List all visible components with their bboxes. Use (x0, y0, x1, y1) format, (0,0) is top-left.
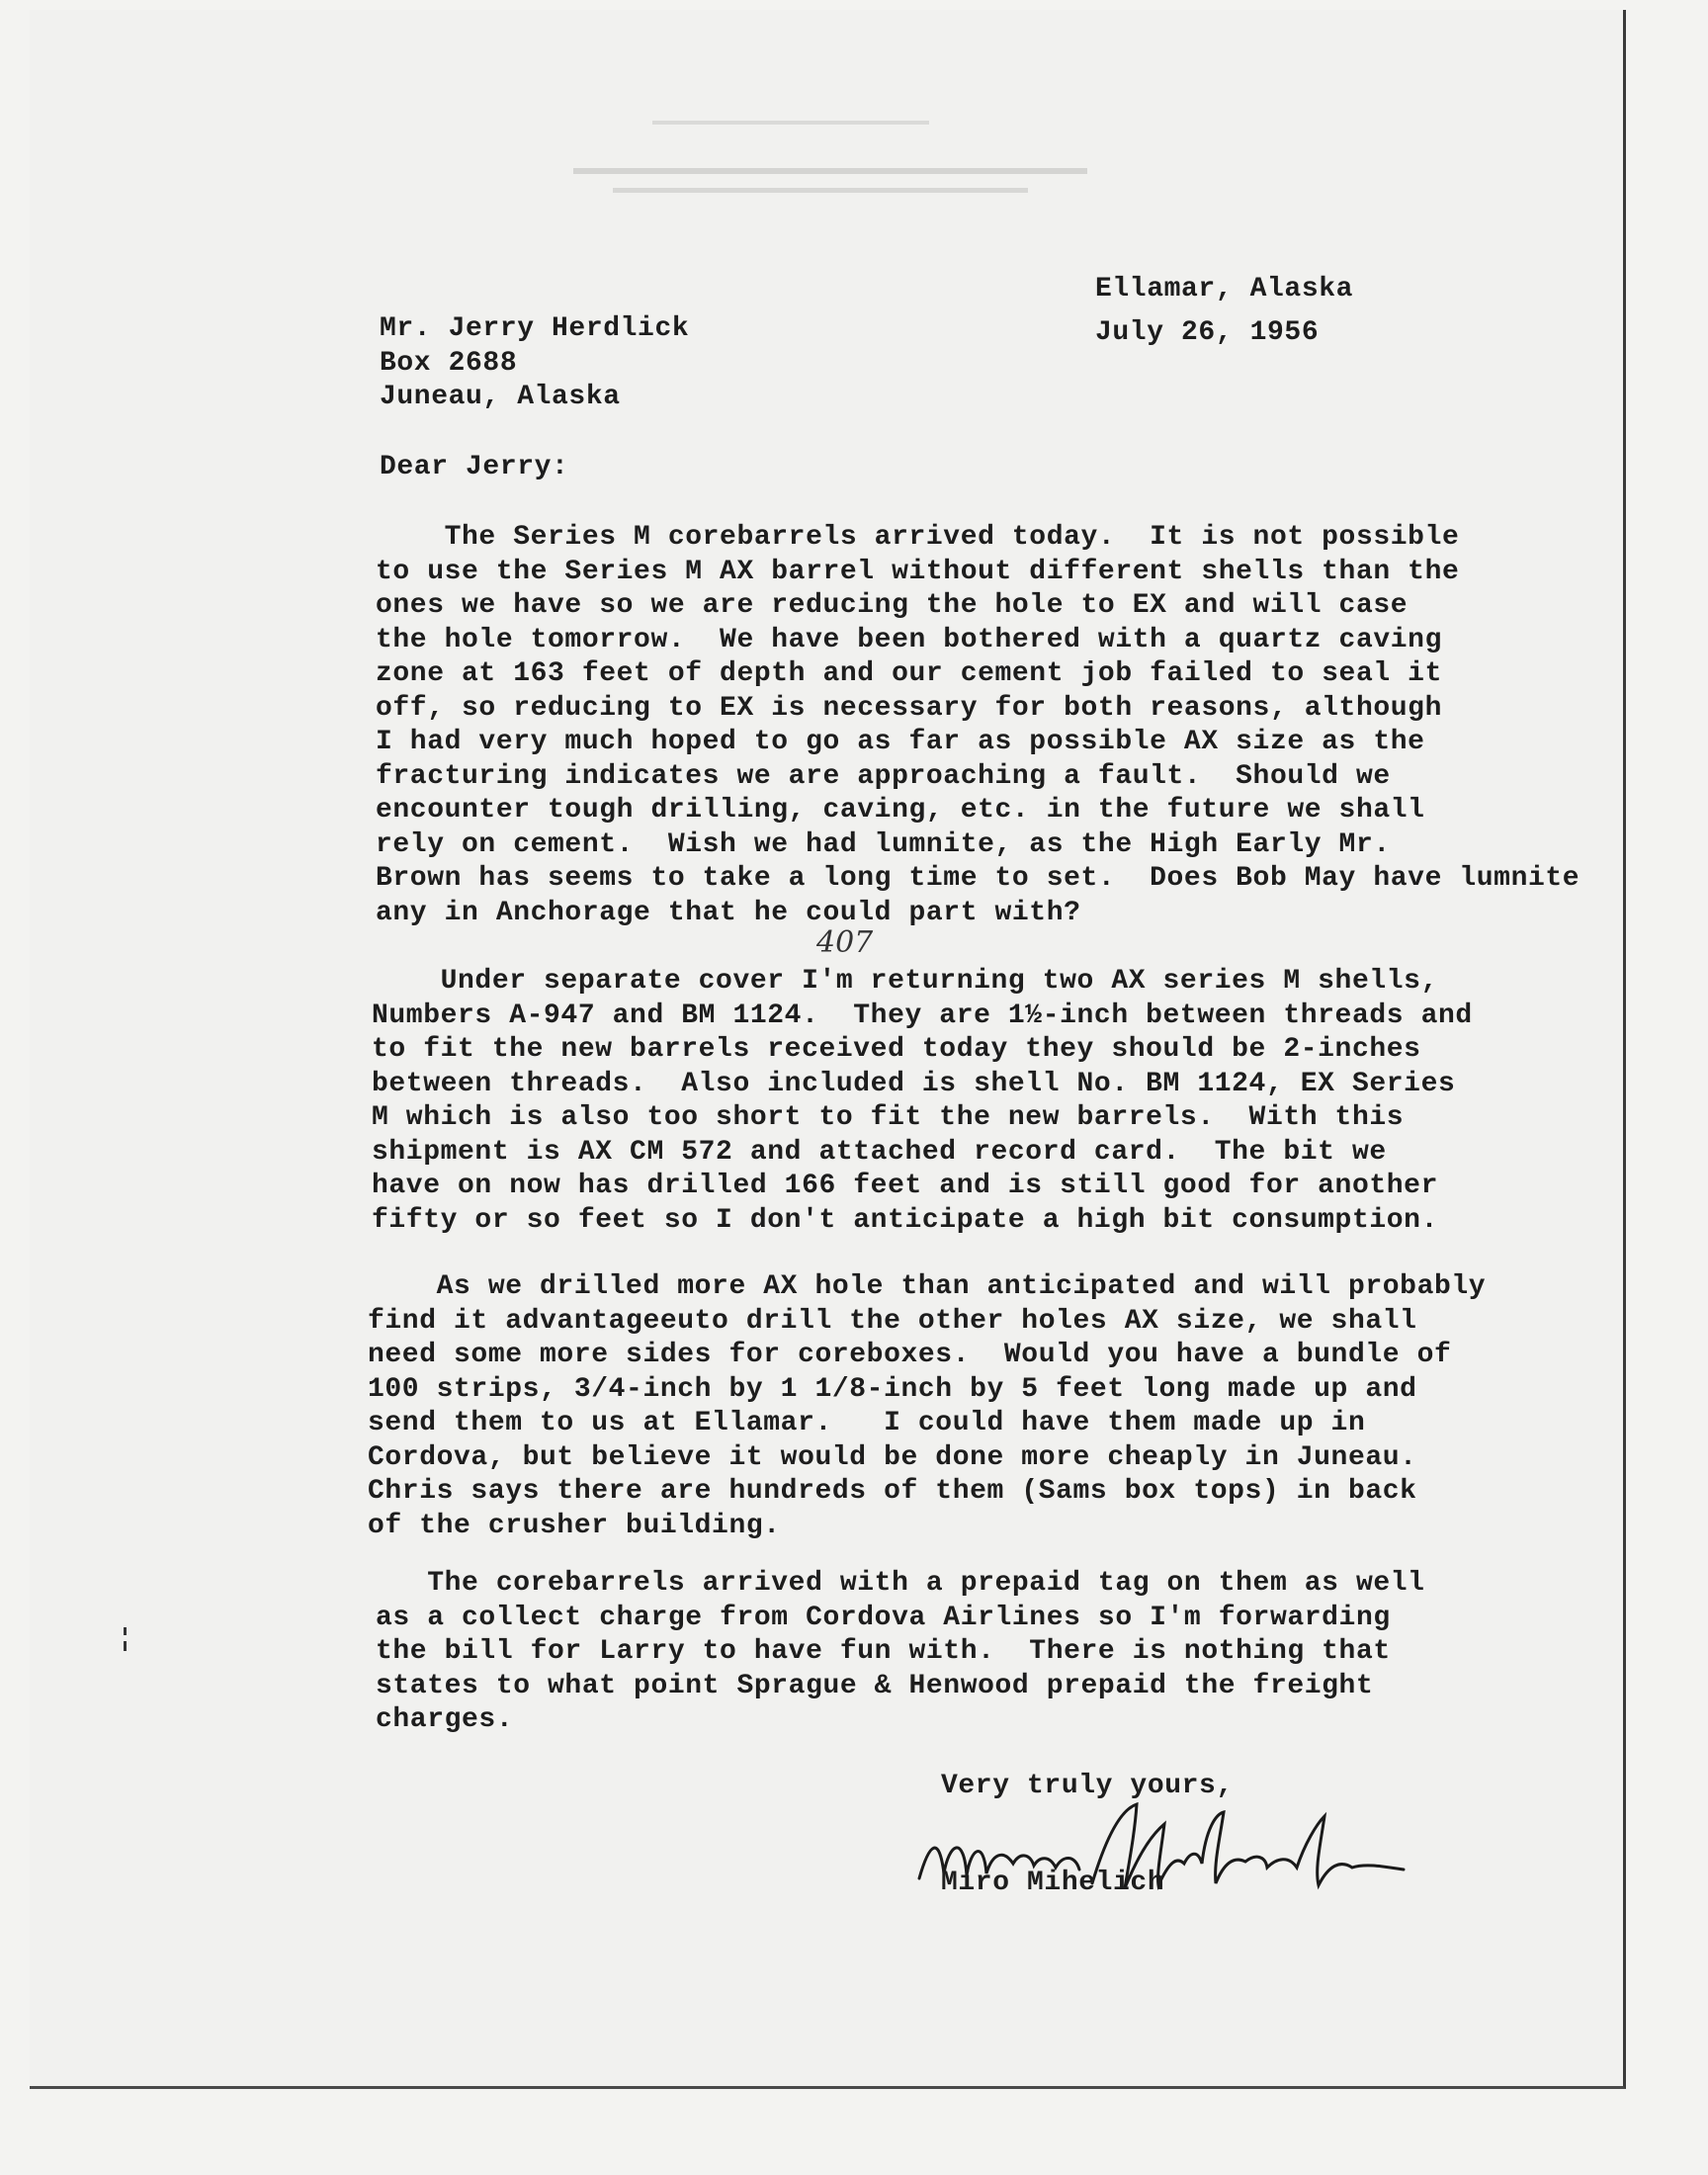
paragraph-line: off, so reducing to EX is necessary for both reasons, although (376, 692, 1442, 724)
paragraph-line: find it advantageeuto drill the other holes AX size, we shall (368, 1305, 1417, 1337)
paragraph-line: As we drilled more AX hole than anticipated and will probably (368, 1271, 1487, 1302)
salutation: Dear Jerry: (380, 452, 569, 482)
paragraph-line: Numbers A-947 and BM 1124. They are 1½-inch between threads and (372, 1000, 1473, 1031)
paragraph-line: of the crusher building. (368, 1510, 781, 1541)
paragraph-4 (376, 1567, 1425, 1738)
paragraph-line: have on now has drilled 166 feet and is still good for another (372, 1171, 1438, 1201)
paragraph-3 (368, 1270, 1486, 1543)
recipient-city: Juneau, Alaska (380, 382, 621, 412)
paragraph-line: as a collect charge from Cordova Airlines so I'm forwarding (376, 1602, 1391, 1633)
paragraph-line: The corebarrels arrived with a prepaid tag on them as well (376, 1568, 1425, 1599)
paragraph-line: 100 strips, 3/4-inch by 1 1/8-inch by 5 feet long made up and (368, 1373, 1417, 1405)
paragraph-2 (372, 965, 1473, 1238)
paragraph-1 (376, 521, 1580, 930)
paragraph-line: M which is also too short to fit the new barrels. With this (372, 1102, 1405, 1133)
recipient-box: Box 2688 (380, 347, 518, 379)
sender-place: Ellamar, Alaska (1095, 274, 1354, 304)
paragraph-line: the bill for Larry to have fun with. There is nothing that (376, 1636, 1391, 1667)
paragraph-line: Cordova, but believe it would be done more cheaply in Juneau. (368, 1441, 1417, 1473)
paragraph-line: Chris says there are hundreds of them (Sams box tops) in back (368, 1476, 1417, 1507)
paragraph-line: fracturing indicates we are approaching a fault. Should we (376, 760, 1391, 792)
letter-date: July 26, 1956 (1095, 317, 1320, 348)
paragraph-line: any in Anchorage that he could part with? (376, 897, 1081, 928)
paragraph-line: shipment is AX CM 572 and attached record card. The bit we (372, 1136, 1387, 1168)
paragraph-line: to use the Series M AX barrel without different shells than the (376, 556, 1460, 587)
recipient-address (380, 312, 689, 415)
closing: Very truly yours, (941, 1771, 1234, 1801)
paragraph-line: to fit the new barrels received today they should be 2-inches (372, 1034, 1421, 1065)
handwritten-note: 407 (816, 925, 874, 960)
paragraph-line: fifty or so feet so I don't anticipate a high bit consumption. (372, 1204, 1438, 1236)
paragraph-line: I had very much hoped to go as far as possible AX size as the (376, 727, 1425, 757)
bleed-through-smudge (554, 109, 1147, 218)
paragraph-line: Brown has seems to take a long time to set. Does Bob May have lumnite (376, 863, 1580, 894)
paragraph-line: between threads. Also included is shell No. BM 1124, EX Series (372, 1068, 1456, 1099)
paragraph-line: charges. (376, 1704, 514, 1735)
paragraph-line: zone at 163 feet of depth and our cement job failed to seal it (376, 658, 1442, 689)
paragraph-line: ones we have so we are reducing the hole to EX and will case (376, 590, 1409, 621)
paragraph-line: encounter tough drilling, caving, etc. in the future we shall (376, 795, 1425, 826)
paragraph-line: the hole tomorrow. We have been bothered with a quartz caving (376, 624, 1442, 655)
paragraph-line: send them to us at Ellamar. I could have them made up in (368, 1408, 1366, 1438)
paragraph-line: Under separate cover I'm returning two AX series M shells, (372, 966, 1438, 997)
recipient-name: Mr. Jerry Herdlick (380, 313, 690, 344)
signer-name: Miro Mihelich (941, 1868, 1165, 1898)
paragraph-line: The Series M corebarrels arrived today. It is not possible (376, 522, 1460, 553)
paragraph-line: need some more sides for coreboxes. Would you have a bundle of (368, 1340, 1452, 1370)
margin-mark (123, 1627, 128, 1657)
paragraph-line: states to what point Sprague & Henwood prepaid the freight (376, 1670, 1374, 1701)
paragraph-line: rely on cement. Wish we had lumnite, as the High Early Mr. (376, 828, 1391, 860)
